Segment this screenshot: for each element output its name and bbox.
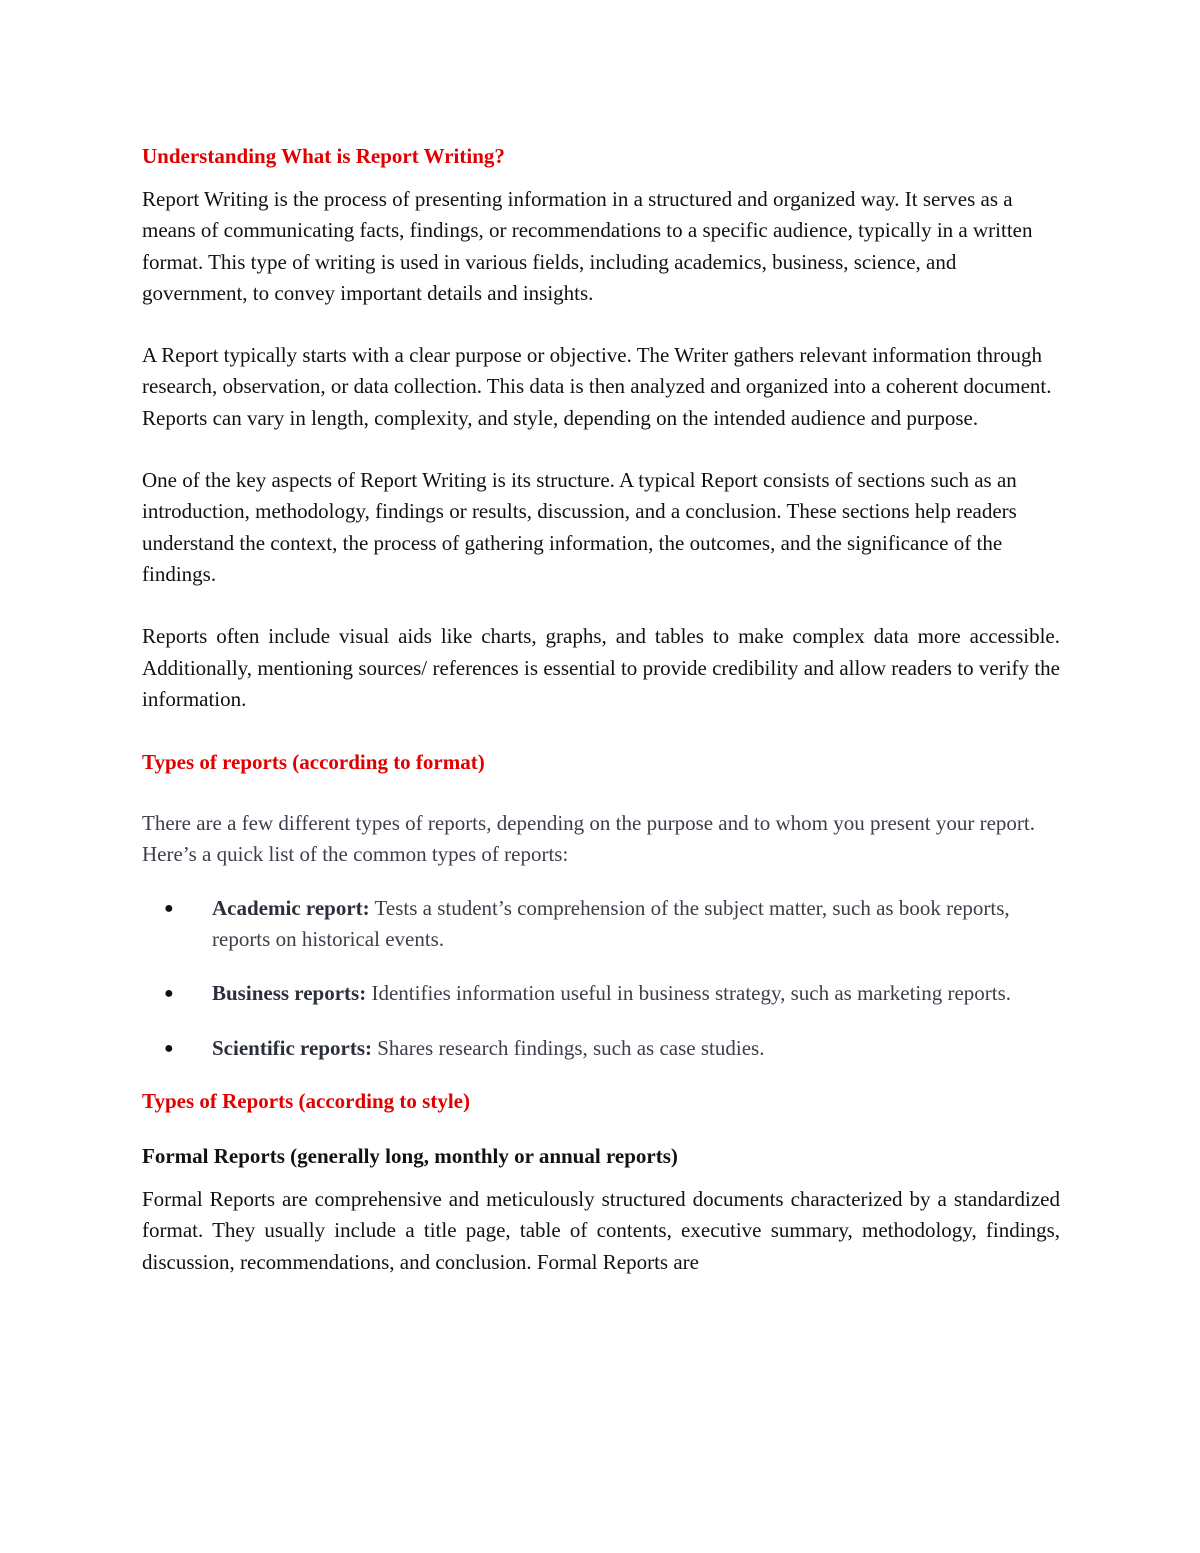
- subheading-formal-reports: Formal Reports (generally long, monthly or annual reports): [142, 1143, 678, 1168]
- desc-business-reports: Identifies information useful in business strategy, such as marketing reports.: [366, 981, 1012, 1006]
- list-item-scientific-reports: [142, 1033, 1060, 1064]
- term-scientific-reports: Scientific reports:: [212, 1035, 372, 1060]
- heading-types-by-style: Types of Reports (according to style): [142, 1088, 470, 1113]
- heading-understanding-report-writing: Understanding What is Report Writing?: [142, 144, 505, 168]
- report-types-list: [142, 893, 1060, 1064]
- desc-academic-report: Tests a student’s comprehension of the subject matter, such as book reports, reports on historical events.: [212, 895, 1010, 952]
- paragraph-structure: One of the key aspects of Report Writing is its structure. A typical Report consists of sections such as an introduction, methodology, findings or results, discussion, and a conclusion. These sections help readers understand the context, the process of gathering information, the outcomes, and the significance of the findings.: [142, 468, 1017, 586]
- heading-types-by-format: Types of reports (according to format): [142, 750, 485, 775]
- bullet-icon: ●: [164, 985, 174, 1003]
- bullet-icon: ●: [164, 1039, 174, 1057]
- term-academic-report: Academic report:: [212, 895, 370, 920]
- paragraph-purpose: A Report typically starts with a clear purpose or objective. The Writer gathers relevant information through research, observation, or data collection. This data is then analyzed and organized into a coherent document. Reports can vary in length, complexity, and style, depending on the intended audience and purpose.: [142, 343, 1052, 430]
- document-content: [142, 140, 1060, 1278]
- paragraph-definition: Report Writing is the process of presenting information in a structured and organized way. It serves as a means of communicating facts, findings, or recommendations to a specific audience, typically in a written format. This type of writing is used in various fields, including academics, business, science, and government, to convey important details and insights.: [142, 187, 1033, 305]
- paragraph-formal-reports: Formal Reports are comprehensive and meticulously structured documents characterized by a standardized format. They usually include a title page, table of contents, executive summary, methodology, findings, discussion, recommendations, and conclusion. Formal Reports are: [142, 1186, 1060, 1274]
- term-business-reports: Business reports:: [212, 981, 367, 1006]
- desc-scientific-reports: Shares research findings, such as case studies.: [371, 1035, 765, 1060]
- list-item-business-reports: [142, 978, 1060, 1009]
- paragraph-visual-aids: Reports often include visual aids like charts, graphs, and tables to make complex data more accessible. Additionally, mentioning sources/ references is essential to provide credibility and allow readers to verify the information.: [142, 624, 1060, 711]
- paragraph-types-intro: There are a few different types of reports, depending on the purpose and to whom you present your report. Here’s a quick list of the common types of reports:: [142, 811, 1035, 867]
- list-item-academic-report: [142, 893, 1060, 956]
- bullet-icon: ●: [164, 899, 174, 917]
